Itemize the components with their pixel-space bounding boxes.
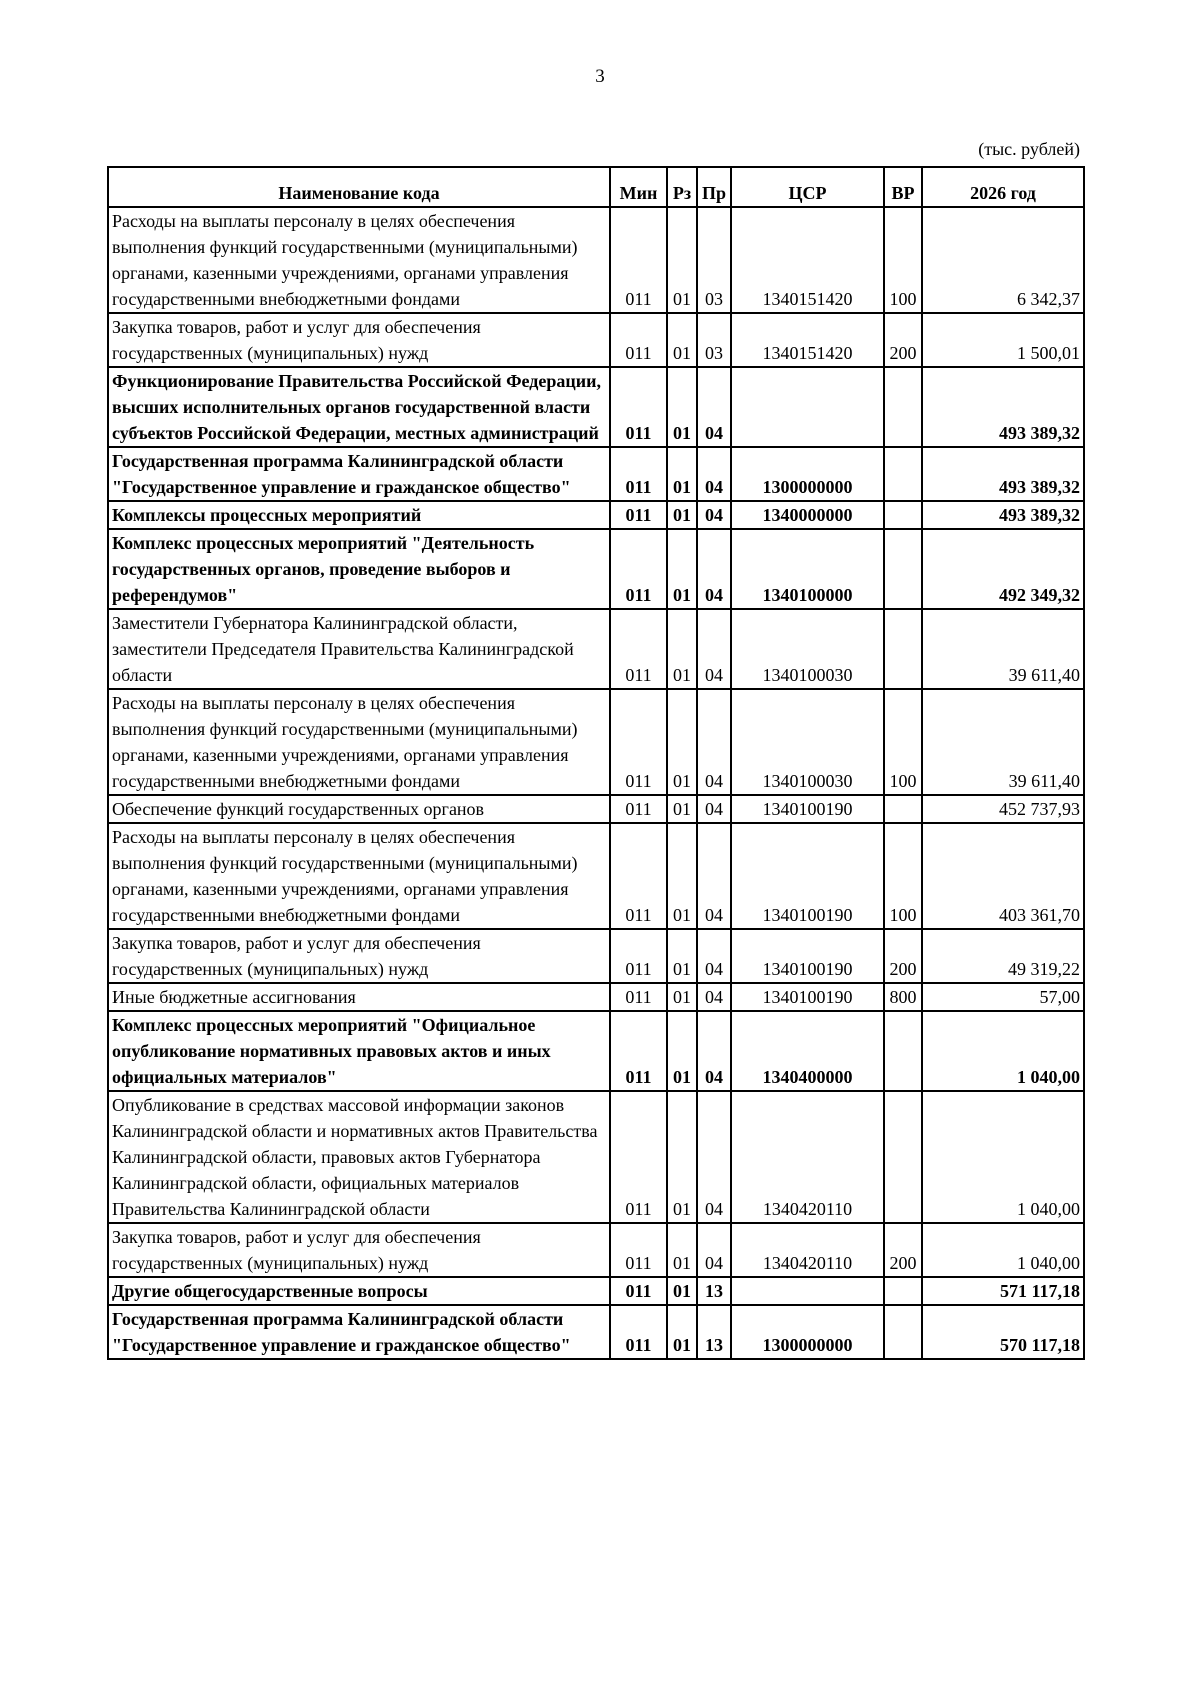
row-rz-cell: 01 xyxy=(667,1091,697,1223)
table-row xyxy=(108,983,1084,1011)
row-name-cell: Комплекс процессных мероприятий "Деятельность государственных органов, проведение выборов и референдумов" xyxy=(108,529,610,609)
row-csr-cell: 1340100030 xyxy=(731,609,884,689)
table-row xyxy=(108,207,1084,313)
row-vr-cell xyxy=(884,447,922,501)
row-rz-cell: 01 xyxy=(667,689,697,795)
table-row xyxy=(108,689,1084,795)
row-sum-cell: 570 117,18 xyxy=(922,1305,1084,1359)
row-pr-cell: 04 xyxy=(697,689,731,795)
row-pr-cell: 03 xyxy=(697,313,731,367)
row-csr-cell: 1340100190 xyxy=(731,823,884,929)
header-min: Мин xyxy=(610,167,667,207)
row-rz-cell: 01 xyxy=(667,1011,697,1091)
row-name-cell: Закупка товаров, работ и услуг для обеспечения государственных (муниципальных) нужд xyxy=(108,1223,610,1277)
row-sum-cell: 492 349,32 xyxy=(922,529,1084,609)
row-name-cell: Обеспечение функций государственных органов xyxy=(108,795,610,823)
row-vr-cell xyxy=(884,501,922,529)
row-sum-cell: 571 117,18 xyxy=(922,1277,1084,1305)
row-csr-cell: 1340000000 xyxy=(731,501,884,529)
row-vr-cell xyxy=(884,609,922,689)
row-vr-cell: 200 xyxy=(884,1223,922,1277)
row-pr-cell: 04 xyxy=(697,447,731,501)
row-pr-cell: 04 xyxy=(697,1011,731,1091)
budget-table xyxy=(107,166,1085,1360)
row-pr-cell: 04 xyxy=(697,795,731,823)
row-pr-cell: 04 xyxy=(697,529,731,609)
row-rz-cell: 01 xyxy=(667,929,697,983)
row-csr-cell: 1340400000 xyxy=(731,1011,884,1091)
row-sum-cell: 57,00 xyxy=(922,983,1084,1011)
row-name-cell: Иные бюджетные ассигнования xyxy=(108,983,610,1011)
row-vr-cell xyxy=(884,529,922,609)
row-rz-cell: 01 xyxy=(667,207,697,313)
table-row xyxy=(108,1277,1084,1305)
row-pr-cell: 13 xyxy=(697,1277,731,1305)
row-sum-cell: 6 342,37 xyxy=(922,207,1084,313)
row-pr-cell: 04 xyxy=(697,929,731,983)
table-row xyxy=(108,823,1084,929)
row-csr-cell xyxy=(731,1277,884,1305)
row-rz-cell: 01 xyxy=(667,983,697,1011)
row-csr-cell: 1300000000 xyxy=(731,1305,884,1359)
row-csr-cell: 1340100190 xyxy=(731,929,884,983)
row-sum-cell: 452 737,93 xyxy=(922,795,1084,823)
row-vr-cell: 100 xyxy=(884,823,922,929)
row-name-cell: Опубликование в средствах массовой информации законов Калининградской области и нормативных актов Правительства Калининградской области, правовых актов Губернатора Калининградской области, официальных материалов Правительства Калининградской области xyxy=(108,1091,610,1223)
row-vr-cell xyxy=(884,1091,922,1223)
row-csr-cell: 1340151420 xyxy=(731,313,884,367)
row-sum-cell: 1 500,01 xyxy=(922,313,1084,367)
row-min-cell: 011 xyxy=(610,795,667,823)
row-rz-cell: 01 xyxy=(667,795,697,823)
row-csr-cell: 1300000000 xyxy=(731,447,884,501)
row-pr-cell: 13 xyxy=(697,1305,731,1359)
row-vr-cell: 200 xyxy=(884,929,922,983)
row-vr-cell: 800 xyxy=(884,983,922,1011)
table-row xyxy=(108,313,1084,367)
row-pr-cell: 04 xyxy=(697,367,731,447)
table-row xyxy=(108,447,1084,501)
row-rz-cell: 01 xyxy=(667,367,697,447)
row-min-cell: 011 xyxy=(610,1305,667,1359)
row-sum-cell: 493 389,32 xyxy=(922,501,1084,529)
row-min-cell: 011 xyxy=(610,207,667,313)
row-sum-cell: 403 361,70 xyxy=(922,823,1084,929)
row-csr-cell: 1340151420 xyxy=(731,207,884,313)
row-rz-cell: 01 xyxy=(667,1277,697,1305)
row-rz-cell: 01 xyxy=(667,313,697,367)
header-csr: ЦСР xyxy=(731,167,884,207)
row-csr-cell: 1340420110 xyxy=(731,1091,884,1223)
row-name-cell: Расходы на выплаты персоналу в целях обеспечения выполнения функций государственными (муниципальными) органами, казенными учреждениями, органами управления государственными внебюджетными фондами xyxy=(108,823,610,929)
row-name-cell: Закупка товаров, работ и услуг для обеспечения государственных (муниципальных) нужд xyxy=(108,313,610,367)
row-vr-cell xyxy=(884,795,922,823)
row-pr-cell: 04 xyxy=(697,823,731,929)
row-name-cell: Комплекс процессных мероприятий "Официальное опубликование нормативных правовых актов и иных официальных материалов" xyxy=(108,1011,610,1091)
row-min-cell: 011 xyxy=(610,1091,667,1223)
table-row xyxy=(108,795,1084,823)
row-csr-cell: 1340100030 xyxy=(731,689,884,795)
row-pr-cell: 04 xyxy=(697,501,731,529)
row-min-cell: 011 xyxy=(610,983,667,1011)
row-vr-cell xyxy=(884,1305,922,1359)
row-pr-cell: 04 xyxy=(697,983,731,1011)
page-number: 3 xyxy=(595,66,605,87)
table-row xyxy=(108,929,1084,983)
row-sum-cell: 1 040,00 xyxy=(922,1011,1084,1091)
row-sum-cell: 493 389,32 xyxy=(922,367,1084,447)
row-rz-cell: 01 xyxy=(667,823,697,929)
table-row xyxy=(108,1305,1084,1359)
row-min-cell: 011 xyxy=(610,929,667,983)
row-sum-cell: 493 389,32 xyxy=(922,447,1084,501)
header-rz: Рз xyxy=(667,167,697,207)
table-row xyxy=(108,1011,1084,1091)
units-label: (тыс. рублей) xyxy=(978,139,1080,159)
row-min-cell: 011 xyxy=(610,1277,667,1305)
table-row xyxy=(108,501,1084,529)
row-min-cell: 011 xyxy=(610,367,667,447)
table-header-row xyxy=(108,167,1084,207)
row-vr-cell: 100 xyxy=(884,207,922,313)
table-row xyxy=(108,367,1084,447)
row-csr-cell xyxy=(731,367,884,447)
row-vr-cell xyxy=(884,1277,922,1305)
row-csr-cell: 1340100190 xyxy=(731,983,884,1011)
table-row xyxy=(108,609,1084,689)
table-row xyxy=(108,1091,1084,1223)
row-pr-cell: 03 xyxy=(697,207,731,313)
table-row xyxy=(108,529,1084,609)
header-year: 2026 год xyxy=(922,167,1084,207)
row-min-cell: 011 xyxy=(610,1223,667,1277)
row-name-cell: Расходы на выплаты персоналу в целях обеспечения выполнения функций государственными (муниципальными) органами, казенными учреждениями, органами управления государственными внебюджетными фондами xyxy=(108,207,610,313)
row-sum-cell: 39 611,40 xyxy=(922,689,1084,795)
row-csr-cell: 1340420110 xyxy=(731,1223,884,1277)
row-rz-cell: 01 xyxy=(667,447,697,501)
header-pr: Пр xyxy=(697,167,731,207)
row-name-cell: Закупка товаров, работ и услуг для обеспечения государственных (муниципальных) нужд xyxy=(108,929,610,983)
row-sum-cell: 1 040,00 xyxy=(922,1091,1084,1223)
row-rz-cell: 01 xyxy=(667,1305,697,1359)
row-min-cell: 011 xyxy=(610,689,667,795)
row-vr-cell: 200 xyxy=(884,313,922,367)
row-vr-cell xyxy=(884,1011,922,1091)
row-rz-cell: 01 xyxy=(667,609,697,689)
row-min-cell: 011 xyxy=(610,501,667,529)
row-vr-cell xyxy=(884,367,922,447)
row-min-cell: 011 xyxy=(610,609,667,689)
row-csr-cell: 1340100000 xyxy=(731,529,884,609)
header-name: Наименование кода xyxy=(108,167,610,207)
row-name-cell: Государственная программа Калининградской области "Государственное управление и гражданское общество" xyxy=(108,1305,610,1359)
row-name-cell: Заместители Губернатора Калининградской области, заместители Председателя Правительства Калининградской области xyxy=(108,609,610,689)
row-rz-cell: 01 xyxy=(667,501,697,529)
row-sum-cell: 1 040,00 xyxy=(922,1223,1084,1277)
row-min-cell: 011 xyxy=(610,529,667,609)
row-rz-cell: 01 xyxy=(667,529,697,609)
row-csr-cell: 1340100190 xyxy=(731,795,884,823)
row-min-cell: 011 xyxy=(610,313,667,367)
row-vr-cell: 100 xyxy=(884,689,922,795)
table-body xyxy=(108,207,1084,1359)
row-pr-cell: 04 xyxy=(697,609,731,689)
row-name-cell: Функционирование Правительства Российской Федерации, высших исполнительных органов государственной власти субъектов Российской Федерации, местных администраций xyxy=(108,367,610,447)
row-name-cell: Расходы на выплаты персоналу в целях обеспечения выполнения функций государственными (муниципальными) органами, казенными учреждениями, органами управления государственными внебюджетными фондами xyxy=(108,689,610,795)
row-min-cell: 011 xyxy=(610,823,667,929)
row-pr-cell: 04 xyxy=(697,1091,731,1223)
header-vr: ВР xyxy=(884,167,922,207)
table-row xyxy=(108,1223,1084,1277)
row-min-cell: 011 xyxy=(610,1011,667,1091)
row-pr-cell: 04 xyxy=(697,1223,731,1277)
row-name-cell: Государственная программа Калининградской области "Государственное управление и гражданское общество" xyxy=(108,447,610,501)
row-sum-cell: 39 611,40 xyxy=(922,609,1084,689)
row-rz-cell: 01 xyxy=(667,1223,697,1277)
row-name-cell: Комплексы процессных мероприятий xyxy=(108,501,610,529)
row-name-cell: Другие общегосударственные вопросы xyxy=(108,1277,610,1305)
row-min-cell: 011 xyxy=(610,447,667,501)
row-sum-cell: 49 319,22 xyxy=(922,929,1084,983)
